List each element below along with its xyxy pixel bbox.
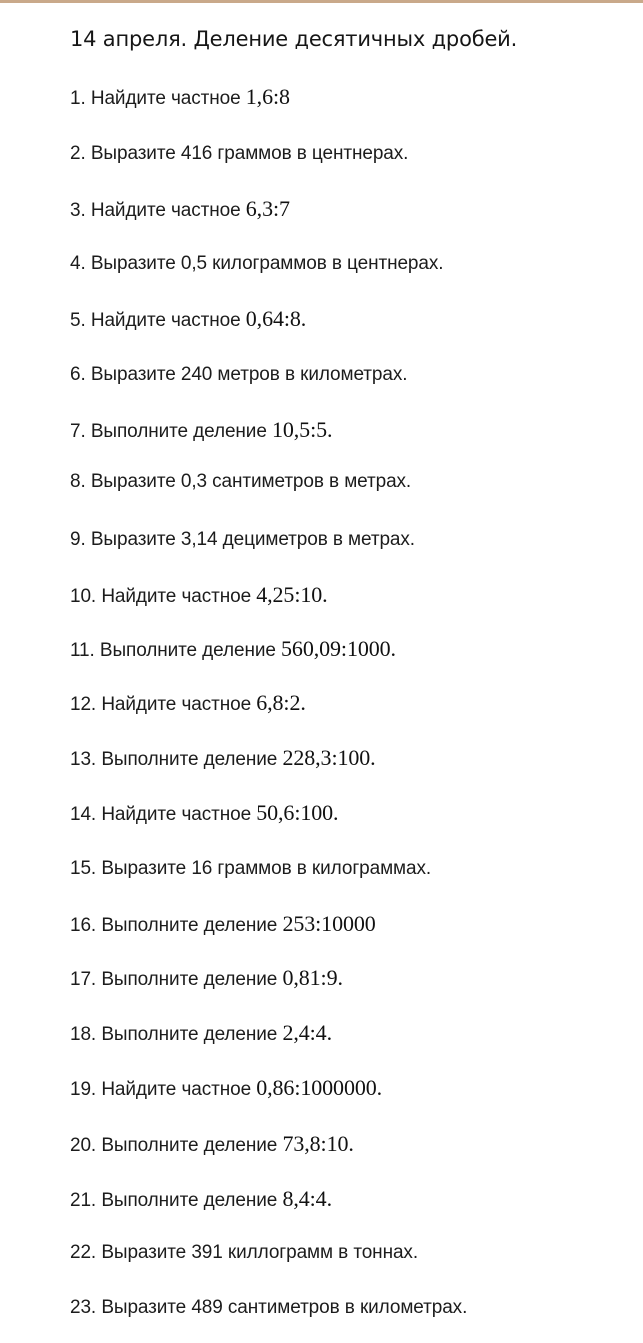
task-text: Выполните деление [101, 749, 278, 770]
task-item [70, 84, 290, 110]
task-expression: 10,5:5. [271, 417, 333, 442]
task-item [70, 1020, 332, 1046]
task-text: Выразите 489 сантиметров в километрах. [101, 1297, 468, 1318]
task-expression: 0,81:9. [282, 965, 343, 990]
task-item [70, 800, 338, 826]
task-expression: 4,25:10. [256, 582, 328, 607]
task-number: 20. [70, 1135, 97, 1156]
task-text: Найдите частное [90, 310, 241, 331]
task-text: Выполните деление [101, 915, 278, 936]
task-item [70, 1297, 467, 1319]
task-expression: 0,64:8. [245, 306, 307, 331]
task-item [70, 858, 431, 880]
task-item [70, 690, 306, 716]
task-number: 21. [70, 1190, 97, 1211]
task-text: Выразите 416 граммов в центнерах. [90, 143, 409, 164]
task-number: 14. [70, 804, 97, 825]
task-number: 4. [70, 253, 86, 274]
task-expression: 1,6:8 [245, 84, 290, 109]
task-number: 2. [70, 143, 86, 164]
task-item [70, 364, 407, 386]
task-text: Выполните деление [101, 969, 278, 990]
task-number: 13. [70, 749, 97, 770]
task-text: Выполните деление [99, 640, 276, 661]
task-text: Найдите частное [101, 1079, 252, 1100]
task-expression: 228,3:100. [282, 745, 376, 770]
task-text: Выразите 0,3 сантиметров в метрах. [90, 471, 412, 492]
task-text: Выполните деление [101, 1135, 278, 1156]
task-text: Выполните деление [101, 1190, 278, 1211]
task-number: 22. [70, 1242, 97, 1263]
task-item [70, 1131, 354, 1157]
task-expression: 253:10000 [282, 911, 376, 936]
task-item [70, 965, 343, 991]
task-item [70, 911, 376, 937]
task-text: Найдите частное [101, 586, 252, 607]
task-text: Выразите 391 киллограмм в тоннах. [101, 1242, 419, 1263]
task-item [70, 1075, 382, 1101]
task-number: 18. [70, 1024, 97, 1045]
task-item [70, 529, 415, 551]
task-item [70, 306, 306, 332]
task-expression: 2,4:4. [282, 1020, 332, 1045]
task-item [70, 1186, 332, 1212]
task-number: 16. [70, 915, 97, 936]
task-expression: 6,3:7 [245, 196, 290, 221]
task-expression: 0,86:1000000. [256, 1075, 383, 1100]
task-number: 8. [70, 471, 86, 492]
task-number: 17. [70, 969, 97, 990]
task-text: Найдите частное [101, 804, 252, 825]
task-item [70, 745, 376, 771]
task-number: 9. [70, 529, 86, 550]
task-number: 6. [70, 364, 86, 385]
task-number: 19. [70, 1079, 97, 1100]
task-number: 3. [70, 200, 86, 221]
task-expression: 8,4:4. [282, 1186, 332, 1211]
task-text: Выразите 240 метров в километрах. [90, 364, 408, 385]
task-number: 5. [70, 310, 86, 331]
task-item [70, 253, 443, 275]
page-title: 14 апреля. Деление десятичных дробей. [70, 27, 518, 51]
task-number: 1. [70, 88, 86, 109]
task-number: 10. [70, 586, 97, 607]
task-text: Найдите частное [90, 200, 241, 221]
task-number: 11. [70, 640, 95, 661]
task-expression: 560,09:1000. [281, 636, 396, 661]
task-expression: 73,8:10. [282, 1131, 354, 1156]
task-item [70, 471, 411, 493]
task-number: 15. [70, 858, 97, 879]
task-number: 7. [70, 421, 86, 442]
task-number: 12. [70, 694, 97, 715]
task-text: Найдите частное [101, 694, 252, 715]
task-expression: 6,8:2. [256, 690, 306, 715]
task-item [70, 1242, 418, 1264]
task-item [70, 582, 328, 608]
task-item [70, 636, 396, 662]
task-expression: 50,6:100. [256, 800, 339, 825]
task-text: Выразите 0,5 килограммов в центнерах. [90, 253, 444, 274]
task-number: 23. [70, 1297, 97, 1318]
task-text: Выразите 16 граммов в килограммах. [101, 858, 432, 879]
task-item [70, 143, 408, 165]
task-text: Выразите 3,14 дециметров в метрах. [90, 529, 415, 550]
task-text: Найдите частное [90, 88, 241, 109]
task-item [70, 417, 332, 443]
task-text: Выполните деление [90, 421, 267, 442]
task-text: Выполните деление [101, 1024, 278, 1045]
task-item [70, 196, 290, 222]
